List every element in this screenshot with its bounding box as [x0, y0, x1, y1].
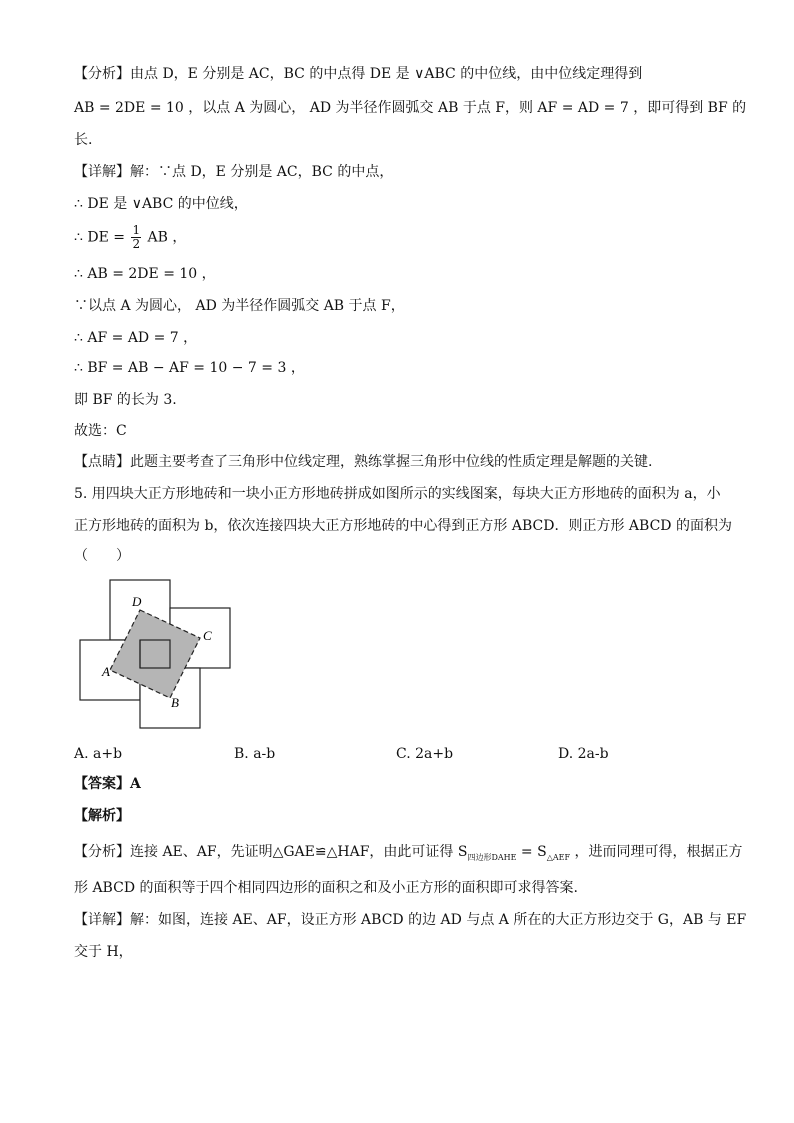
q5-detail-line-1: 【详解】解：如图，连接 AE、AF，设正方形 ABCD 的边 AD 与点 A 所在的大正方形边交于 G，AB 与 EF [74, 912, 747, 928]
q5-analysis-line-2: 形 ABCD 的面积等于四个相同四边形的面积之和及小正方形的面积即可求得答案. [74, 880, 578, 896]
detail-line-3-lhs: ∴ DE = [74, 229, 125, 246]
q5-analysis-line-1 [74, 842, 743, 868]
q5-analysis-text-b: ，进而同理可得，根据正方 [570, 844, 743, 860]
detail-line-4: ∴ AB = 2DE = 10 ， [74, 266, 216, 282]
area-subscript-1: 四边形DAHE [467, 852, 517, 862]
detail-line-5: ∵以点 A 为圆心， AD 为半径作圆弧交 AB 于点 F， [74, 298, 405, 314]
q5-analysis-text-a: 【分析】连接 AE、AF，先证明△GAE≌△HAF，由此可证得 S [74, 844, 468, 860]
answer-line: 故选：C [74, 423, 127, 439]
tile-figure [78, 578, 238, 730]
fraction-denominator: 2 [132, 237, 141, 251]
comment-line: 【点睛】此题主要考查了三角形中位线定理，熟练掌握三角形中位线的性质定理是解题的关键. [74, 454, 653, 470]
q5-analysis-text-mid: = S [516, 844, 547, 860]
detail-line-6: ∴ AF = AD = 7 ， [74, 330, 198, 346]
q5-detail-line-2: 交于 H， [74, 944, 133, 960]
label-b: B [171, 695, 179, 710]
label-c: C [203, 628, 212, 643]
question-line-3: （ ） [74, 548, 130, 564]
detail-line-3-rhs: AB ， [147, 229, 187, 246]
detail-line-2: ∴ DE 是 ∨ABC 的中位线， [74, 196, 248, 212]
question-line-1: 5. 用四块大正方形地砖和一块小正方形地砖拼成如图所示的实线图案，每块大正方形地砖的面积为 a，小 [74, 486, 721, 502]
option-d[interactable]: D. 2a-b [558, 746, 609, 762]
option-a[interactable]: A. a+b [74, 746, 123, 762]
fraction-one-half [131, 224, 141, 251]
option-b[interactable]: B. a-b [234, 746, 276, 762]
detail-line-1: 【详解】解：∵点 D，E 分别是 AC，BC 的中点， [74, 164, 394, 180]
question-line-2: 正方形地砖的面积为 b，依次连接四块大正方形地砖的中心得到正方形 ABCD．则正方形 ABCD 的面积为 [74, 518, 732, 534]
fraction-numerator: 1 [132, 223, 141, 237]
analysis-line-3: 长. [74, 132, 93, 148]
label-d: D [132, 594, 142, 609]
detail-line-7: ∴ BF = AB − AF = 10 − 7 = 3 ， [74, 360, 305, 376]
label-a: A [102, 664, 110, 679]
option-c[interactable]: C. 2a+b [396, 746, 454, 762]
detail-line-3 [74, 224, 186, 251]
area-subscript-2: △AEF [546, 852, 571, 862]
analysis-line-1: 【分析】由点 D，E 分别是 AC，BC 的中点得 DE 是 ∨ABC 的中位线，由中位线定理得到 [74, 66, 643, 82]
detail-line-8: 即 BF 的长为 3. [74, 392, 177, 408]
explanation-heading: 【解析】 [74, 808, 130, 824]
analysis-line-2: AB = 2DE = 10 ，以点 A 为圆心， AD 为半径作圆弧交 AB 于点 F，则 AF = AD = 7 ，即可得到 BF 的 [74, 100, 747, 116]
answer-heading: 【答案】A [74, 776, 141, 792]
